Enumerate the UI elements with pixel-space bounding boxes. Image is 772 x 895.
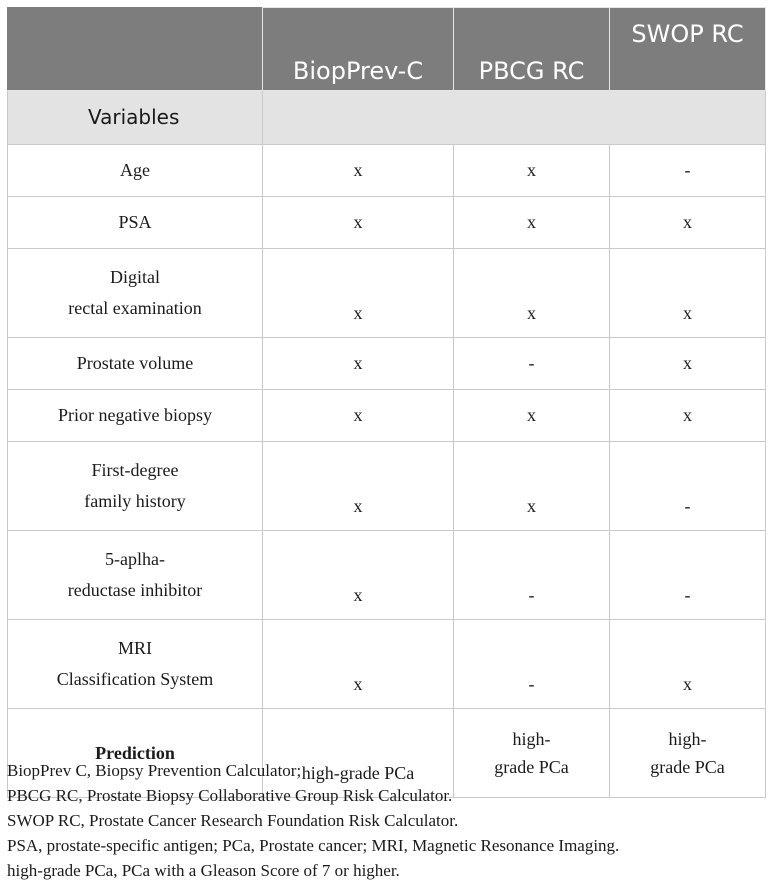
table-row <box>8 145 766 197</box>
column-header-swop-rc: SWOP RC <box>610 8 766 91</box>
variable-label-line: First-degree <box>91 460 179 480</box>
table-row <box>8 620 766 709</box>
table-row <box>8 531 766 620</box>
inclusion-mark: x <box>454 197 610 249</box>
variable-label-line: Prostate volume <box>76 353 194 373</box>
variable-label <box>8 338 263 390</box>
risk-calculator-comparison-table <box>7 7 766 798</box>
inclusion-mark: - <box>610 145 766 197</box>
variable-label-line: Age <box>120 160 150 180</box>
footnote-line: PBCG RC, Prostate Biopsy Collaborative Group Risk Calculator. <box>7 786 453 805</box>
inclusion-mark: x <box>263 145 454 197</box>
inclusion-mark: x <box>454 390 610 442</box>
variable-label-line: Classification System <box>56 669 214 689</box>
variable-label <box>8 145 263 197</box>
variable-label-line: MRI <box>117 638 152 658</box>
table-row <box>8 249 766 338</box>
column-header-pbcg-rc: PBCG RC <box>454 8 610 91</box>
footnote-line: high-grade PCa, PCa with a Gleason Score of 7 or higher. <box>7 861 400 880</box>
inclusion-mark: - <box>454 531 610 620</box>
variable-label-line: 5-aplha- <box>105 549 165 569</box>
variable-label <box>8 620 263 709</box>
inclusion-mark: x <box>610 197 766 249</box>
table-row <box>8 338 766 390</box>
inclusion-mark: - <box>454 620 610 709</box>
table-footnotes <box>7 758 765 883</box>
footnote-line: SWOP RC, Prostate Cancer Research Foundation Risk Calculator. <box>7 811 459 830</box>
variable-label-line: Prior negative biopsy <box>58 405 212 425</box>
prediction-label: Prediction <box>8 709 263 798</box>
inclusion-mark: - <box>610 442 766 531</box>
variables-header-row <box>8 91 766 145</box>
variable-label <box>8 442 263 531</box>
variable-label-line: PSA <box>118 212 152 232</box>
variables-header-spacer <box>263 91 766 145</box>
variables-header: Variables <box>8 91 263 145</box>
inclusion-mark: x <box>454 249 610 338</box>
inclusion-mark: x <box>610 338 766 390</box>
inclusion-mark: x <box>263 197 454 249</box>
inclusion-mark: - <box>454 338 610 390</box>
prediction-value-line: grade PCa <box>494 757 569 777</box>
table-row <box>8 197 766 249</box>
prediction-value-line: grade PCa <box>650 757 725 777</box>
inclusion-mark: x <box>454 145 610 197</box>
variable-label <box>8 197 263 249</box>
header-blank-cell <box>8 8 263 91</box>
inclusion-mark: x <box>610 249 766 338</box>
variable-label-line: reductase inhibitor <box>67 580 203 600</box>
inclusion-mark: x <box>454 442 610 531</box>
inclusion-mark: x <box>263 338 454 390</box>
prediction-value-line: high- <box>668 729 707 749</box>
variable-label-line: rectal examination <box>68 298 202 318</box>
inclusion-mark: x <box>610 390 766 442</box>
variable-label <box>8 531 263 620</box>
inclusion-mark: x <box>263 390 454 442</box>
inclusion-mark: x <box>263 531 454 620</box>
table-row <box>8 442 766 531</box>
inclusion-mark: x <box>610 620 766 709</box>
variable-label-line: family history <box>84 491 186 511</box>
variable-label <box>8 249 263 338</box>
column-header-biopprev-c: BiopPrev-C <box>263 8 454 91</box>
prediction-value-line: high- <box>512 729 551 749</box>
footnote-line: PSA, prostate-specific antigen; PCa, Prostate cancer; MRI, Magnetic Resonance Imaging. <box>7 836 620 855</box>
variable-label <box>8 390 263 442</box>
footnote-line: BiopPrev C, Biopsy Prevention Calculator; <box>7 761 302 780</box>
table-body <box>8 145 766 798</box>
inclusion-mark: x <box>263 442 454 531</box>
inclusion-mark: x <box>263 620 454 709</box>
variable-label-line: Digital <box>110 267 160 287</box>
inclusion-mark: x <box>263 249 454 338</box>
inclusion-mark: - <box>610 531 766 620</box>
comparison-table-container <box>7 7 765 798</box>
prediction-value-line: high-grade PCa <box>301 763 415 783</box>
column-header-row <box>8 8 766 91</box>
table-row <box>8 390 766 442</box>
